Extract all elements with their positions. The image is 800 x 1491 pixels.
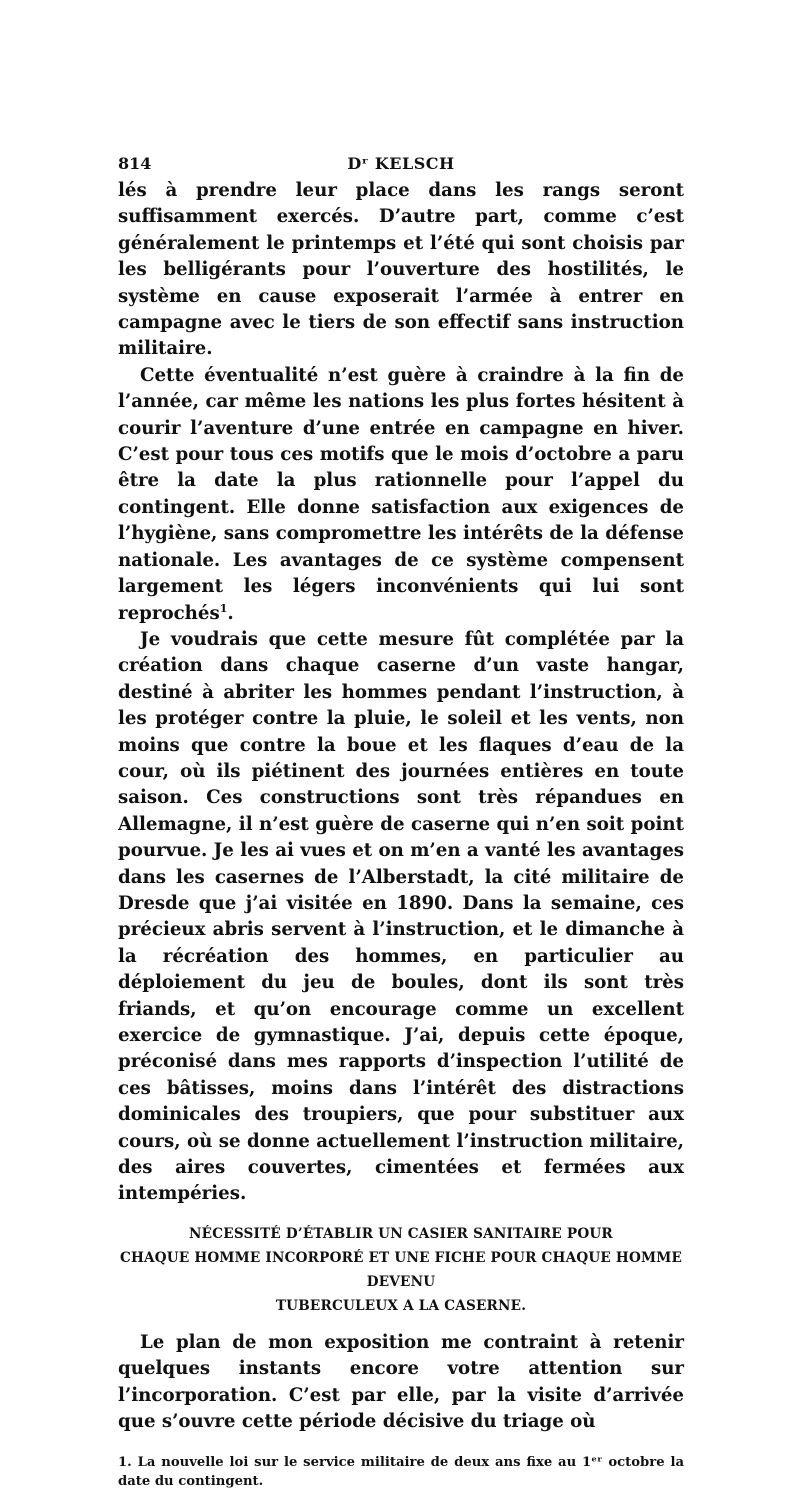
paragraph-4: Le plan de mon exposition me contraint à retenir quelques instants encore votre attention sur l’incorporation. C’est par elle, par la visite d’arrivée que s’ouvre cette période décisive du triage où <box>118 1331 684 1433</box>
paragraph-3: Je voudrais que cette mesure fût complétée par la création dans chaque caserne d’un vaste hangar, destiné à abriter les hommes pendant l’instruction, à les protéger contre la pluie, le soleil et les vents, non moins que contre la boue et les flaques d’eau de la cour, où ils piétinent des journées entières en toute saison. Ces constructions sont très répandues en Allemagne, il n’est guère de caserne qui n’en soit point pourvue. Je les ai vues et on m’en a vanté les avantages dans les casernes de l’Alberstadt, la cité militaire de Dresde que j’ai visitée en 1890. Dans la semaine, ces précieux abris servent à l’instruction, et le dimanche à la récréation des hommes, en particulier au déploiement du jeu de boules, dont ils sont très friands, et qu’on encourage comme un excellent exercice de gymnastique. J’ai, depuis cette époque, préconisé dans mes rapports d’inspection l’utilité de ces bâtisses, moins dans l’intérêt des distractions dominicales des troupiers, que pour substituer aux cours, où se donne actuellement l’instruction militaire, des aires couvertes, cimentées et fermées aux intempéries. <box>118 628 685 1205</box>
footnote-reference: 1 <box>219 601 228 615</box>
paragraph-2 <box>118 363 684 627</box>
paragraph-2-end: . <box>227 602 234 624</box>
section-heading-line-3: TUBERCULEUX A LA CASERNE. <box>275 1297 527 1314</box>
paragraph-2-text: Cette éventualité n’est guère à craindre à la fin de l’année, car même les nations les plus fortes hésitent à courir l’aventure d’une entrée en campagne en hiver. C’est pour tous ces motifs que le mois d’octobre a paru être la date la plus rationnelle pour l’appel du contingent. Elle donne satisfaction aux exigences de l’hygiène, sans compromettre les intérêts de la défense nationale. Les avantages de ce système compensent largement les légers inconvénients qui lui sont reprochés <box>118 364 684 624</box>
footnote: 1. La nouvelle loi sur le service militaire de deux ans fixe au 1ᵉʳ octobre la date du contingent. <box>118 1455 684 1490</box>
running-head <box>118 150 684 178</box>
section-heading <box>118 1222 684 1318</box>
header-author: Dʳ KELSCH <box>347 154 455 173</box>
section-heading-line-1: NÉCESSITÉ D’ÉTABLIR UN CASIER SANITAIRE POUR <box>189 1225 613 1242</box>
section-heading-line-2: CHAQUE HOMME INCORPORÉ ET UNE FICHE POUR CHAQUE HOMME DEVENU <box>119 1249 683 1290</box>
paragraph-1: lés à prendre leur place dans les rangs seront suffisamment exercés. D’autre part, comme c’est généralement le printemps et l’été qui sont choisis par les belligérants pour l’ouverture des hostilités, le système en cause exposerait l’armée à entrer en campagne avec le tiers de son effectif sans instruction militaire. <box>118 180 684 360</box>
book-page <box>118 150 684 1491</box>
page-number: 814 <box>118 154 152 173</box>
